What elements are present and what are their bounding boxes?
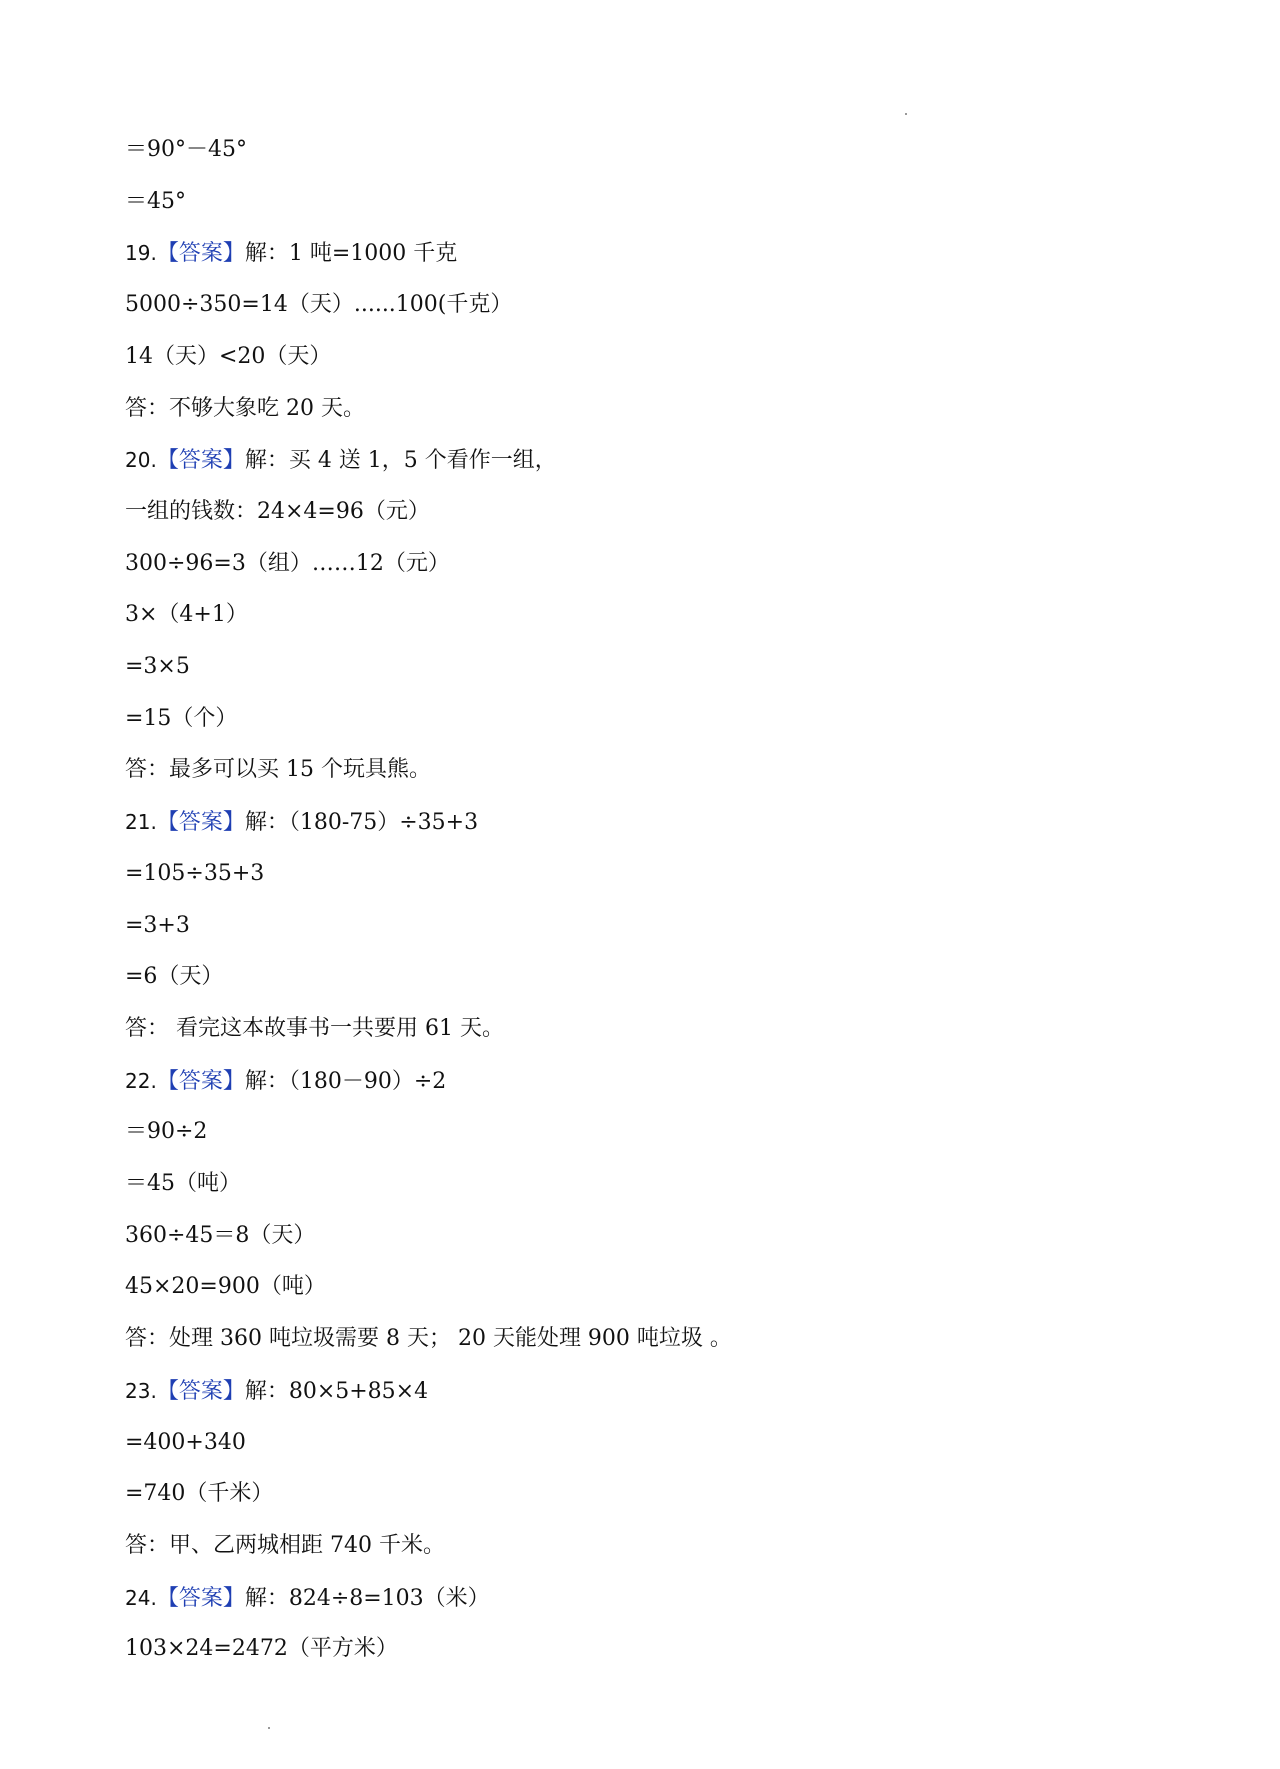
- answer-text: 解：1 吨=1000 千克: [244, 241, 458, 266]
- solution-line: 5000÷350=14（天）......100(千克）: [125, 292, 513, 317]
- solution-line: 答：处理 360 吨垃圾需要 8 天； 20 天能处理 900 吨垃圾 。: [125, 1326, 732, 1351]
- solution-line: 360÷45＝8（天）: [125, 1223, 316, 1248]
- solution-line: =15（个）: [125, 706, 238, 731]
- answer-text: 解：80×5+85×4: [244, 1379, 429, 1404]
- question-number: 20.: [125, 448, 157, 472]
- solution-line: 45×20=900（吨）: [125, 1274, 326, 1299]
- answer-heading: [125, 807, 478, 838]
- solution-line: =6（天）: [125, 964, 224, 989]
- solution-line: 3×（4+1）: [125, 602, 248, 627]
- solution-line: 答：不够大象吃 20 天。: [125, 396, 365, 421]
- answer-text: 解：买 4 送 1，5 个看作一组，: [244, 448, 557, 473]
- solution-line: =3+3: [125, 913, 190, 938]
- answer-text: 解：824÷8=103（米）: [244, 1586, 490, 1611]
- solution-line: ＝90°－45°: [125, 137, 247, 162]
- question-number: 21.: [125, 810, 157, 834]
- solution-line: =105÷35+3: [125, 861, 265, 886]
- answer-heading: [125, 1066, 446, 1097]
- answer-tag: 【答案】: [156, 448, 245, 473]
- solution-line: 一组的钱数：24×4=96（元）: [125, 499, 430, 524]
- answer-heading: [125, 445, 557, 476]
- question-number: 22.: [125, 1069, 157, 1093]
- solution-line: 答：甲、乙两城相距 740 千米。: [125, 1533, 445, 1558]
- solution-line: 300÷96=3（组）……12（元）: [125, 551, 450, 576]
- solution-line: 答： 看完这本故事书一共要用 61 天。: [125, 1016, 504, 1041]
- scan-speck: [905, 113, 907, 115]
- solution-line: 103×24=2472（平方米）: [125, 1636, 398, 1661]
- answer-heading: [125, 1583, 490, 1614]
- question-number: 19.: [125, 241, 157, 265]
- scan-speck: [268, 1727, 270, 1729]
- solution-line: =3×5: [125, 654, 190, 679]
- solution-line: =740（千米）: [125, 1481, 274, 1506]
- solution-line: 答：最多可以买 15 个玩具熊。: [125, 757, 431, 782]
- answer-tag: 【答案】: [156, 1379, 245, 1404]
- answer-tag: 【答案】: [156, 1586, 245, 1611]
- answer-heading: [125, 1376, 428, 1407]
- answer-heading: [125, 238, 457, 269]
- solution-line: ＝45（吨）: [125, 1171, 241, 1196]
- question-number: 23.: [125, 1379, 157, 1403]
- answer-tag: 【答案】: [156, 241, 245, 266]
- solution-line: =400+340: [125, 1430, 246, 1455]
- question-number: 24.: [125, 1586, 157, 1610]
- solution-line: 14（天）<20（天）: [125, 344, 332, 369]
- solution-line: ＝90÷2: [125, 1119, 208, 1144]
- answer-text: 解：（180-75）÷35+3: [244, 810, 479, 835]
- solution-line: ＝45°: [125, 189, 186, 214]
- answer-tag: 【答案】: [156, 810, 245, 835]
- answer-tag: 【答案】: [156, 1069, 245, 1094]
- answer-text: 解：（180－90）÷2: [244, 1069, 447, 1094]
